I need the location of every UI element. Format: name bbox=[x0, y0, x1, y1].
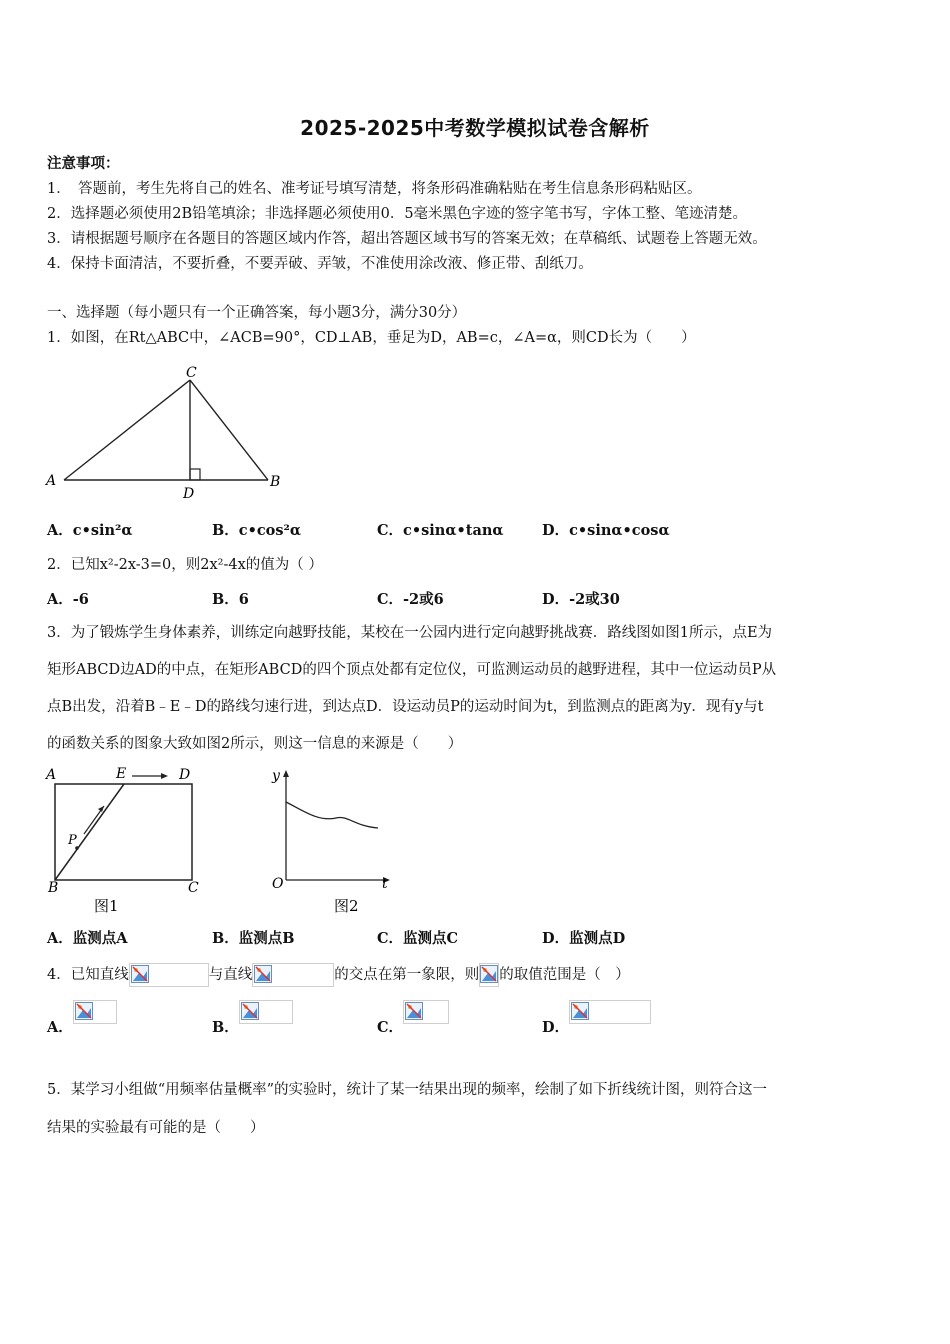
label-b: B bbox=[48, 880, 59, 896]
q1-option-d: D．c•sinα•cosα bbox=[542, 522, 670, 539]
q2-option-b: B．6 bbox=[212, 591, 249, 608]
q3-option-b: B．监测点B bbox=[212, 930, 295, 947]
q4-stem-part: 的取值范围是（ ） bbox=[499, 967, 630, 983]
route-be bbox=[55, 784, 124, 880]
note-item: 4．保持卡面清洁，不要折叠，不要弄破、弄皱，不准使用涂改液、修正带、刮纸刀。 bbox=[47, 256, 593, 272]
question-3-line: 的函数关系的图象大致如图2所示，则这一信息的来源是（ ） bbox=[47, 736, 463, 752]
q4-option-b: B． bbox=[212, 1016, 293, 1037]
right-angle-mark bbox=[190, 469, 200, 480]
q3-option-c: C．监测点C bbox=[377, 930, 459, 947]
label-b: B bbox=[270, 474, 281, 490]
note-item: 3．请根据题号顺序在各题目的答题区域内作答，超出答题区域书写的答案无效；在草稿纸、试题卷上答题无效。 bbox=[47, 231, 767, 247]
question-3-line: 3．为了锻炼学生身体素养，训练定向越野技能，某校在一公园内进行定向越野挑战赛．路线图如图1所示，点E为 bbox=[47, 625, 773, 641]
page-title: 2025-2025中考数学模拟试卷含解析 bbox=[300, 116, 650, 140]
label-c: C bbox=[186, 365, 197, 381]
label-a: A bbox=[46, 473, 57, 489]
label-a: A bbox=[46, 767, 57, 783]
function-curve bbox=[286, 802, 378, 828]
broken-image-icon bbox=[569, 1000, 651, 1024]
note-item: 2．选择题必须使用2B铅笔填涂；非选择题必须使用0．5毫米黑色字迹的签字笔书写，字体工整、笔迹清楚。 bbox=[47, 206, 748, 222]
label-c: C bbox=[188, 880, 199, 896]
broken-image-icon bbox=[479, 963, 499, 987]
q1-option-c: C．c•sinα•tanα bbox=[377, 522, 504, 539]
label-o: O bbox=[272, 876, 284, 892]
q1-triangle-figure bbox=[40, 362, 290, 502]
note-item: 1． 答题前，考生先将自己的姓名、准考证号填写清楚，将条形码准确粘贴在考生信息条形码粘贴区。 bbox=[47, 181, 702, 197]
broken-image-icon bbox=[403, 1000, 449, 1024]
q3-figure-1-rectangle-route bbox=[40, 762, 220, 922]
notes-heading: 注意事项： bbox=[47, 155, 120, 172]
figure-2-caption: 图2 bbox=[334, 897, 359, 915]
question-1-stem: 1．如图，在Rt△ABC中，∠ACB=90°，CD⊥AB，垂足为D，AB=c，∠A=α，则CD长为（ ） bbox=[47, 330, 696, 346]
q3-option-d: D．监测点D bbox=[542, 930, 626, 947]
q2-option-d: D．-2或30 bbox=[542, 591, 620, 608]
q4-stem-part: 与直线 bbox=[208, 967, 253, 983]
q4-option-a: A． bbox=[47, 1016, 117, 1037]
q4-option-c: C． bbox=[377, 1016, 449, 1037]
q2-option-a: A．-6 bbox=[47, 591, 89, 608]
q1-option-a: A．c•sin²α bbox=[47, 522, 133, 539]
question-5-line: 结果的实验最有可能的是（ ） bbox=[47, 1120, 265, 1136]
label-y: y bbox=[272, 768, 280, 784]
question-3-line: 矩形ABCD边AD的中点，在矩形ABCD的四个顶点处都有定位仪，可监测运动员的越野进程，其中一位运动员P从 bbox=[47, 662, 777, 678]
question-3-line: 点B出发，沿着B﹣E﹣D的路线匀速行进，到达点D．设运动员P的运动时间为t，到监测点的距离为y．现有y与t bbox=[47, 699, 764, 715]
label-d: D bbox=[183, 486, 195, 502]
q3-figure-2-graph bbox=[262, 762, 402, 922]
broken-image-icon bbox=[129, 963, 209, 987]
side-cb bbox=[190, 380, 268, 480]
question-4-stem bbox=[47, 963, 630, 987]
q2-option-c: C．-2或6 bbox=[377, 591, 444, 608]
q1-option-b: B．c•cos²α bbox=[212, 522, 302, 539]
label-t: t bbox=[382, 876, 388, 892]
section-heading: 一、选择题（每小题只有一个正确答案，每小题3分，满分30分） bbox=[47, 305, 467, 321]
side-ac bbox=[64, 380, 190, 480]
q3-option-a: A．监测点A bbox=[47, 930, 128, 947]
broken-image-icon bbox=[252, 963, 334, 987]
broken-image-icon bbox=[239, 1000, 293, 1024]
broken-image-icon bbox=[73, 1000, 117, 1024]
q4-option-d: D． bbox=[542, 1016, 651, 1037]
rectangle-abcd bbox=[55, 784, 192, 880]
question-5-line: 5．某学习小组做“用频率估量概率”的实验时，统计了某一结果出现的频率，绘制了如下折线统计图，则符合这一 bbox=[47, 1082, 768, 1098]
figure-1-caption: 图1 bbox=[94, 897, 119, 915]
question-2-stem: 2．已知x²-2x-3=0，则2x²-4x的值为（ ） bbox=[47, 557, 323, 573]
label-e: E bbox=[116, 766, 127, 782]
label-p: P bbox=[68, 833, 77, 848]
label-d: D bbox=[179, 767, 191, 783]
q4-stem-part: 的交点在第一象限，则 bbox=[334, 967, 480, 983]
q4-stem-part: 4．已知直线 bbox=[47, 967, 129, 983]
